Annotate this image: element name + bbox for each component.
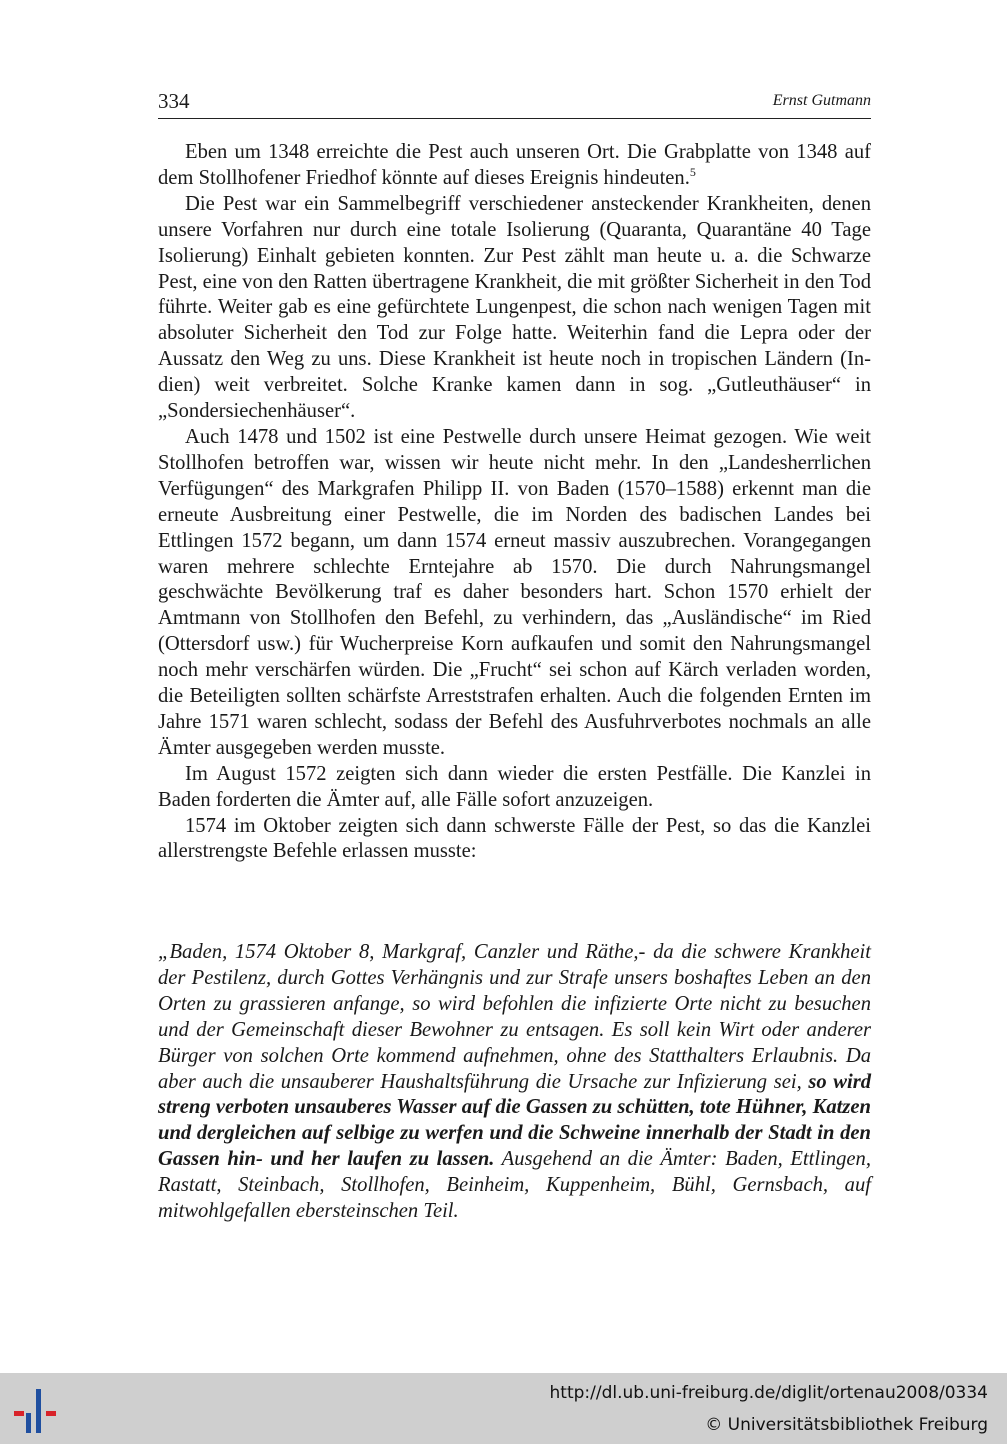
block-quote: [158, 940, 871, 1225]
library-logo-icon: [12, 1385, 66, 1435]
paragraph: [158, 140, 871, 192]
copyright-notice: © Universitätsbibliothek Freiburg: [705, 1415, 988, 1435]
quote-emphasis: so wird streng verboten unsauberes Wasser auf die Gassen zu schütten, tote Hühner, Katzen und dergleichen auf selbige zu werfen und die Schweine innerhalb der Stadt in den Gassen hin- und her laufen zu lassen.: [158, 1070, 871, 1171]
page-header: [158, 88, 871, 119]
footnote-reference[interactable]: 5: [689, 164, 696, 179]
page-number: 334: [158, 89, 190, 113]
quote-text-end: Ausgehend an die Ämter: Baden, Ettlingen, Rastatt, Steinbach, Stollhofen, Beinheim, Kuppenheim, Bühl, Gernsbach, auf mitwohlgefallen ebersteinschen Teil.: [158, 1148, 871, 1223]
quote-text: „Baden, 1574 Oktober 8, Markgraf, Canzler und Räthe,- da die schwere Krankheit der Pestilenz, durch Gottes Verhängnis und zur Strafe unsers boshaftes Leben an den Orten zu grassieren anfange, so wird befohlen die infizierte Orte nicht zu besuchen und der Gemeinschaft dieser Bewohner zu entsagen. Es soll kein Wirt oder anderer Bürger von solchen Orte kommend aufnehmen, ohne des Statthalters Erlaubnis. Da aber auch die unsauberer Haushaltsführung die Ursache zur Infizierung sei,: [158, 941, 871, 1093]
paragraph-text: Eben um 1348 erreichte die Pest auch unseren Ort. Die Grabplatte von 1348 auf dem Stollhofener Friedhof könnte auf dieses Ereignis hindeuten.: [158, 141, 871, 189]
library-footer: [0, 1373, 1007, 1444]
paragraph: Im August 1572 zeigten sich dann wieder die ersten Pestfälle. Die Kanzlei in Baden forderten die Ämter auf, alle Fälle sofort anzuzeigen.: [158, 762, 871, 811]
paragraph: 1574 im Oktober zeigten sich dann schwerste Fälle der Pest, so das die Kanzlei allerstrengste Befehle erlassen musste:: [158, 814, 871, 863]
article-body: [158, 140, 871, 865]
source-url-link[interactable]: http://dl.ub.uni-freiburg.de/diglit/ortenau2008/0334: [549, 1383, 988, 1403]
running-head-author: Ernst Gutmann: [772, 92, 871, 109]
paragraph: Die Pest war ein Sammelbegriff verschiedener ansteckender Krankheiten, denen unsere Vorfahren nur durch eine totale Isolierung (Quaranta, Quarantäne 40 Tage Isolierung) Einhalt gebieten konnten. Zur Pest zählt man heute u. a. die Schwarze Pest, eine von den Ratten übertragene Krankheit, die mit größter Sicherheit in den Tod führte. Weiter gab es eine gefürchtete Lungenpest, die schon nach wenigen Tagen mit absoluter Sicherheit den Tod zur Folge hatte. Weiterhin fand die Lepra oder der Aussatz den Weg zu uns. Diese Krankheit ist heute noch in tropischen Ländern (Indien) weit verbreitet. Solche Kranke kamen dann in sog. „Gutleuthäuser“ in „Sondersiechenhäuser“.: [158, 192, 871, 423]
paragraph: Auch 1478 und 1502 ist eine Pestwelle durch unsere Heimat gezogen. Wie weit Stollhofen betroffen war, wissen wir heute nicht mehr. In den „Landesherrlichen Verfügungen“ des Markgrafen Philipp II. von Baden (1570–1588) erkennt man die erneute Ausbreitung einer Pestwelle, die im Norden des badischen Landes bei Ettlingen 1572 begann, um dann 1574 erneut massiv auszubrechen. Vorangegangen waren mehrere schlechte Erntejahre ab 1570. Die durch Nahrungsmangel geschwächte Bevölkerung traf es daher besonders hart. Schon 1570 erhielt der Amtmann von Stollhofen den Befehl, zu verhindern, das „Ausländische“ im Ried (Ottersdorf usw.) für Wucherpreise Korn aufkaufen und somit den Nahrungsmangel noch mehr verschärfen würden. Die „Frucht“ sei schon auf Kärch verladen worden, die Beteiligten sollten schärfste Arreststrafen erhalten. Auch die folgenden Ernten im Jahre 1571 waren schlecht, sodass der Befehl des Ausfuhrverbotes nochmals an alle Ämter ausgegeben werden musste.: [158, 425, 871, 759]
